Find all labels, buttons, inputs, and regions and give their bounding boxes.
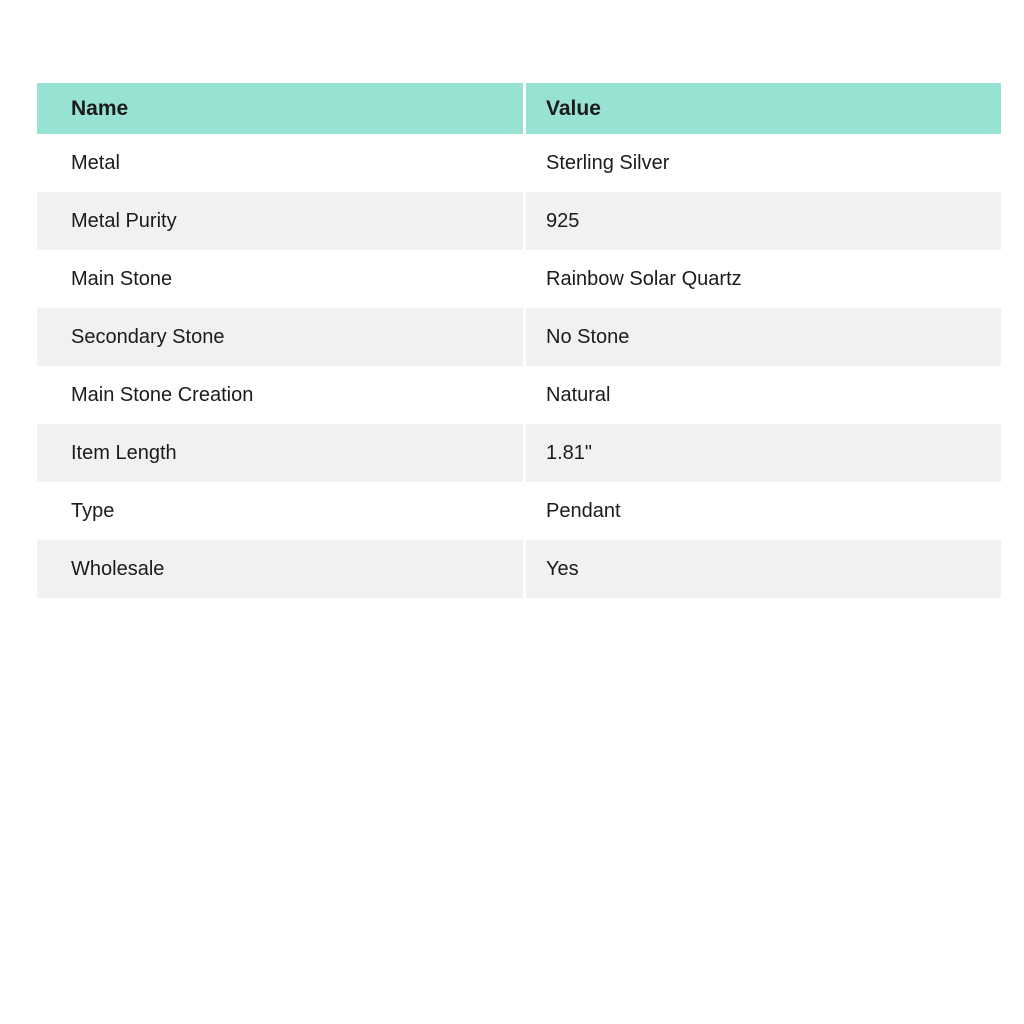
row-name-cell: Metal bbox=[37, 134, 523, 192]
table-row bbox=[37, 308, 1001, 366]
row-name-cell: Type bbox=[37, 482, 523, 540]
row-name-cell: Secondary Stone bbox=[37, 308, 523, 366]
row-value-cell: 925 bbox=[526, 192, 1001, 250]
table-row bbox=[37, 540, 1001, 598]
table-row bbox=[37, 366, 1001, 424]
table-row bbox=[37, 424, 1001, 482]
row-name-cell: Wholesale bbox=[37, 540, 523, 598]
row-name-cell: Main Stone Creation bbox=[37, 366, 523, 424]
item-specifics-table bbox=[37, 83, 1001, 598]
column-header-name: Name bbox=[37, 83, 523, 134]
table-row bbox=[37, 192, 1001, 250]
row-name-cell: Metal Purity bbox=[37, 192, 523, 250]
table-header-row bbox=[37, 83, 1001, 134]
row-value-cell: Pendant bbox=[526, 482, 1001, 540]
table-row bbox=[37, 482, 1001, 540]
row-value-cell: Sterling Silver bbox=[526, 134, 1001, 192]
row-value-cell: Natural bbox=[526, 366, 1001, 424]
row-value-cell: Yes bbox=[526, 540, 1001, 598]
row-value-cell: No Stone bbox=[526, 308, 1001, 366]
table-row bbox=[37, 134, 1001, 192]
row-name-cell: Item Length bbox=[37, 424, 523, 482]
row-value-cell: 1.81" bbox=[526, 424, 1001, 482]
table-body bbox=[37, 134, 1001, 598]
column-header-value: Value bbox=[526, 83, 1001, 134]
row-value-cell: Rainbow Solar Quartz bbox=[526, 250, 1001, 308]
row-name-cell: Main Stone bbox=[37, 250, 523, 308]
table-row bbox=[37, 250, 1001, 308]
